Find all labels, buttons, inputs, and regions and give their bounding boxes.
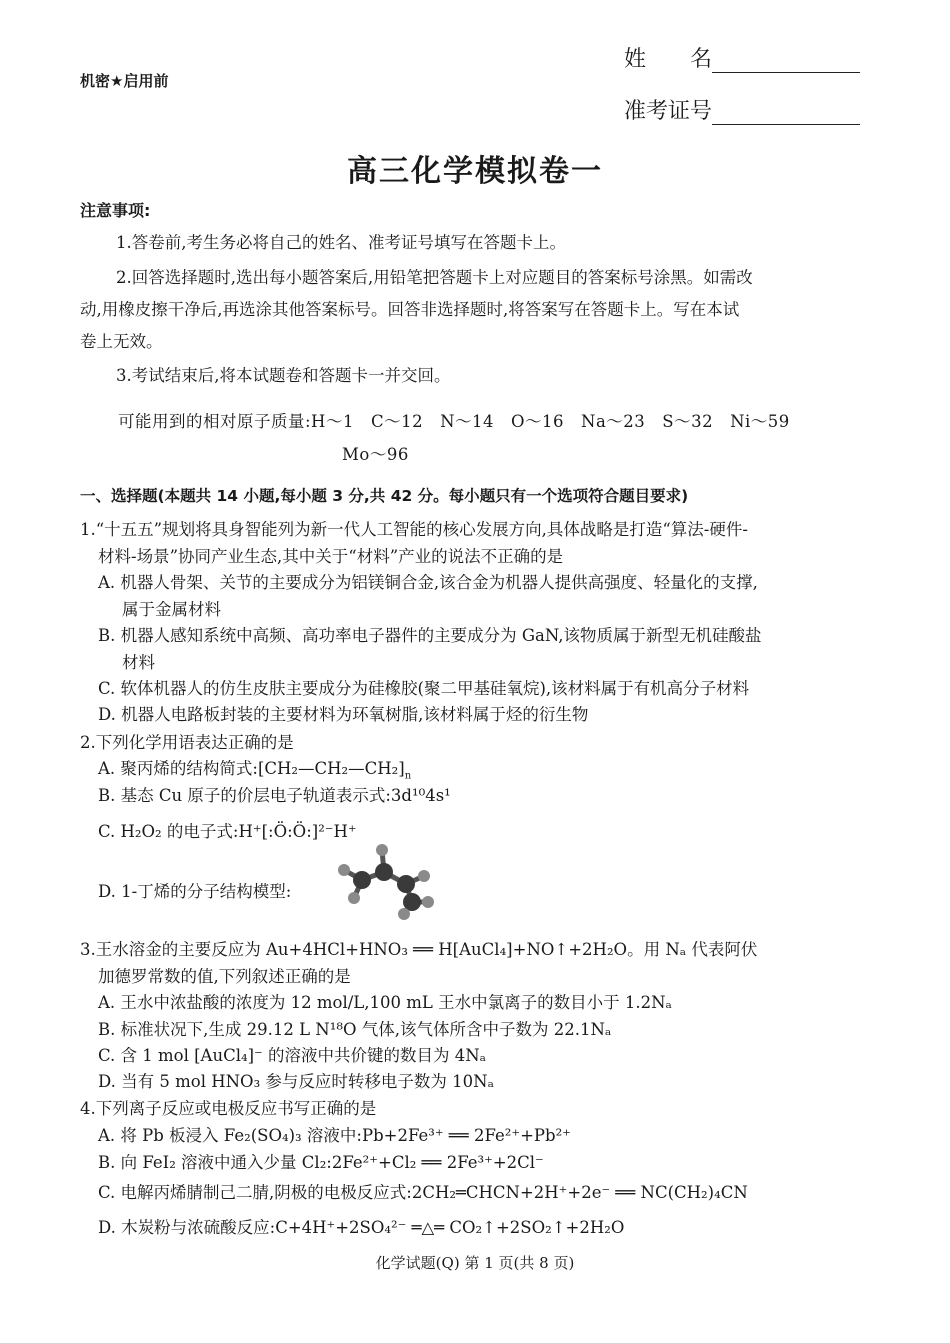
notice-item-2-line-3: 卷上无效。 — [80, 332, 163, 351]
notice-item-2-line-2: 动,用橡皮擦干净后,再选涂其他答案标号。回答非选择题时,将答案写在答题卡上。写在本试 — [80, 300, 740, 319]
q3-option-a: A. 王水中浓盐酸的浓度为 12 mol/L,100 mL 王水中氯离子的数目小于 1.2Nₐ — [98, 993, 672, 1012]
q4-stem: 4.下列离子反应或电极反应书写正确的是 — [80, 1099, 377, 1118]
notice-item-1: 1.答卷前,考生务必将自己的姓名、准考证号填写在答题卡上。 — [116, 233, 566, 252]
q2-option-c-label: C. H₂O₂ 的电子式: — [98, 822, 239, 841]
q1-option-a-line-1: A. 机器人骨架、关节的主要成分为铝镁铜合金,该合金为机器人提供高强度、轻量化的支撑, — [98, 573, 758, 592]
q1-option-c: C. 软体机器人的仿生皮肤主要成分为硅橡胶(聚二甲基硅氧烷),该材料属于有机高分子材料 — [98, 679, 750, 698]
q4-option-a: A. 将 Pb 板浸入 Fe₂(SO₄)₃ 溶液中:Pb+2Fe³⁺ ══ 2Fe²⁺+Pb²⁺ — [98, 1126, 571, 1145]
q4-option-d: D. 木炭粉与浓硫酸反应:C+4H⁺+2SO₄²⁻ ═△═ CO₂↑+2SO₂↑+2H₂O — [98, 1218, 625, 1237]
q1-stem-line-1: 1.“十五五”规划将具身智能列为新一代人工智能的核心发展方向,具体战略是打造“算法-硬件- — [80, 520, 748, 539]
name-label: 姓 名 — [624, 47, 713, 72]
q2-option-a-formula: CH₂—CH₂—CH₂ — [264, 759, 399, 778]
notice-heading: 注意事项: — [80, 201, 151, 220]
q2-option-a-label: A. 聚丙烯的结构简式: — [98, 759, 258, 778]
page-title: 高三化学模拟卷一 — [347, 154, 603, 189]
q2-option-a — [98, 755, 411, 781]
atomic-mass-line-2: Mo～96 — [342, 445, 409, 464]
q2-option-b-label: B. 基态 Cu 原子的价层电子轨道表示式: — [98, 786, 391, 805]
q2-stem: 2.下列化学用语表达正确的是 — [80, 733, 294, 752]
q1-option-b-line-1: B. 机器人感知系统中高频、高功率电子器件的主要成分为 GaN,该物质属于新型无机硅酸盐 — [98, 626, 762, 645]
atomic-mass-line-1: 可能用到的相对原子质量:H～1 C～12 N～14 O～16 Na～23 S～32 Ni～59 — [118, 412, 790, 431]
q3-stem-line-2: 加德罗常数的值,下列叙述正确的是 — [98, 967, 351, 986]
q2-option-b — [98, 782, 451, 806]
butene-molecule-model — [332, 840, 442, 920]
q3-option-d: D. 当有 5 mol HNO₃ 参与反应时转移电子数为 10Nₐ — [98, 1072, 494, 1091]
name-field — [624, 42, 860, 73]
notice-item-3: 3.考试结束后,将本试题卷和答题卡一并交回。 — [116, 366, 451, 385]
polymer-bracket-left: [ — [257, 759, 265, 778]
q1-option-b-line-2: 材料 — [122, 653, 155, 672]
exam-id-underline — [712, 100, 860, 125]
q4-option-b: B. 向 FeI₂ 溶液中通入少量 Cl₂:2Fe²⁺+Cl₂ ══ 2Fe³⁺+2Cl⁻ — [98, 1153, 544, 1172]
q1-option-d: D. 机器人电路板封装的主要材料为环氧树脂,该材料属于烃的衍生物 — [98, 705, 589, 724]
section-heading: 一、选择题(本题共 14 小题,每小题 3 分,共 42 分。每小题只有一个选项符合题目要求) — [80, 487, 689, 505]
q3-option-b: B. 标准状况下,生成 29.12 L N¹⁸O 气体,该气体所含中子数为 22.1Nₐ — [98, 1020, 612, 1039]
q3-stem-line-1: 3.王水溶金的主要反应为 Au+4HCl+HNO₃ ══ H[AuCl₄]+NO↑+2H₂O。用 Nₐ 代表阿伏 — [80, 940, 758, 959]
confidential-label: 机密★启用前 — [80, 72, 169, 90]
q2-option-c-formula: H⁺[:Ö:Ö:]²⁻H⁺ — [238, 822, 357, 841]
q2-option-c — [98, 818, 357, 842]
page-footer: 化学试题(Q) 第 1 页(共 8 页) — [375, 1254, 575, 1272]
q3-option-c: C. 含 1 mol [AuCl₄]⁻ 的溶液中共价键的数目为 4Nₐ — [98, 1046, 487, 1065]
q1-option-a-line-2: 属于金属材料 — [122, 600, 221, 619]
q2-option-b-formula: 3d¹⁰4s¹ — [390, 786, 451, 805]
q2-option-d: D. 1-丁烯的分子结构模型: — [98, 882, 292, 901]
q4-option-c: C. 电解丙烯腈制己二腈,阴极的电极反应式:2CH₂═CHCN+2H⁺+2e⁻ ══ NC(CH₂)₄CN — [98, 1183, 748, 1202]
notice-item-2-line-1: 2.回答选择题时,选出每小题答案后,用铅笔把答题卡上对应题目的答案标号涂黑。如需改 — [116, 268, 753, 287]
name-underline — [712, 48, 860, 73]
q2-option-a-subscript: n — [404, 770, 412, 782]
q1-stem-line-2: 材料-场景”协同产业生态,其中关于“材料”产业的说法不正确的是 — [98, 547, 564, 566]
exam-id-field — [624, 94, 860, 125]
exam-id-label: 准考证号 — [624, 99, 713, 124]
polymer-bracket-right: ] — [398, 759, 405, 778]
